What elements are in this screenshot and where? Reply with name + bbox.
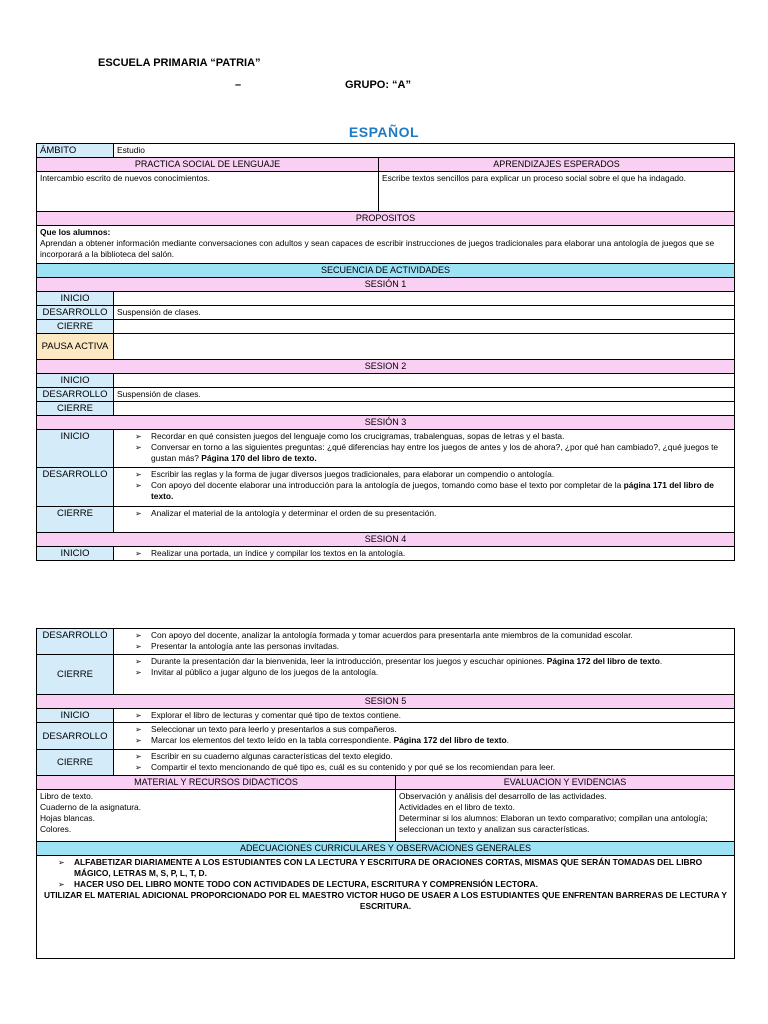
list-item — [117, 667, 731, 678]
sesion4-inicio-item-1: Realizar una portada, un índice y compilar los textos en la antología. — [151, 548, 406, 558]
sesion3-desarrollo-ref: página 171 del libro de texto. — [151, 480, 714, 501]
sesion3-desarrollo-content — [114, 468, 735, 507]
sesion4-cierre-label: CIERRE — [37, 655, 114, 695]
sesion5-cierre-item-2: Compartir el texto mencionando de qué tipo es, cuál es su contenido y por qué se los recomiendan para leer. — [151, 762, 556, 772]
material-list — [37, 790, 396, 842]
arrow-bullet-icon: ➢ — [135, 725, 142, 734]
sesion5-inicio-content — [114, 709, 735, 723]
sesion2-desarrollo-content: Suspensión de clases. — [114, 388, 735, 402]
lesson-plan-table-page1 — [36, 143, 735, 561]
sesion5-cierre-content — [114, 750, 735, 776]
sesion3-inicio-label: INICIO — [37, 430, 114, 468]
material-item-3: Hojas blancas. — [40, 813, 95, 823]
practica-header: PRACTICA SOCIAL DE LENGUAJE — [37, 158, 379, 172]
list-item — [117, 469, 731, 480]
arrow-bullet-icon: ➢ — [135, 509, 142, 518]
adecuaciones-item-2: HACER USO DEL LIBRO MONTE TODO CON ACTIVIDADES DE LECTURA, ESCRITURA Y COMPRENSIÓN LECTORA. — [74, 879, 538, 889]
list-item — [117, 751, 731, 762]
sesion3-inicio-item-2: Conversar en torno a las siguientes preguntas: ¿qué diferencias hay entre los juegos de antes y los de ahora?, ¿por qué han cambiado?, ¿qué juegos te gustan más? — [151, 442, 719, 463]
subject-title: ESPAÑOL — [348, 124, 420, 140]
arrow-bullet-icon: ➢ — [135, 642, 142, 651]
lesson-plan-table-page2 — [36, 628, 735, 959]
sesion3-desarrollo-item-1: Escribir las reglas y la forma de jugar diversos juegos tradicionales, para elaborar un compendio o antología. — [151, 469, 555, 479]
list-item — [40, 857, 731, 879]
list-item — [117, 442, 731, 464]
secuencia-header: SECUENCIA DE ACTIVIDADES — [37, 264, 735, 278]
sesion3-cierre-item-1: Analizar el material de la antología y determinar el orden de su presentación. — [151, 508, 437, 518]
arrow-bullet-icon: ➢ — [135, 711, 142, 720]
arrow-bullet-icon: ➢ — [135, 432, 142, 441]
sesion1-pausa-content — [114, 334, 735, 360]
material-item-2: Cuaderno de la asignatura. — [40, 802, 142, 812]
evaluacion-header: EVALUACION Y EVIDENCIAS — [396, 776, 735, 790]
sesion2-inicio-label: INICIO — [37, 374, 114, 388]
sesion5-inicio-item-1: Explorar el libro de lecturas y comentar qué tipo de textos contiene. — [151, 710, 401, 720]
adecuaciones-item-1: ALFABETIZAR DIARIAMENTE A LOS ESTUDIANTES CON LA LECTURA Y ESCRITURA DE ORACIONES CORTAS, MISMAS QUE SERÁN TOMADAS DEL LIBRO MÁGICO, LETRAS M, S, P, L, T, D. — [74, 857, 703, 878]
evaluacion-list — [396, 790, 735, 842]
sesion4-title: SESION 4 — [37, 533, 735, 547]
sesion3-title: SESIÓN 3 — [37, 416, 735, 430]
aprendizajes-header: APRENDIZAJES ESPERADOS — [379, 158, 735, 172]
sesion1-inicio-content — [114, 292, 735, 306]
arrow-bullet-icon: ➢ — [135, 763, 142, 772]
arrow-bullet-icon: ➢ — [58, 880, 65, 889]
evaluacion-item-1: Observación y análisis del desarrollo de las actividades. — [399, 791, 607, 801]
list-item: ➢ Durante la presentación dar la bienvenida, leer la introducción, presentar los juegos y escuchar opiniones. Página 172 del libro de texto. — [135, 656, 663, 666]
sesion5-cierre-label: CIERRE — [37, 750, 114, 776]
sesion5-desarrollo-item-2: Marcar los elementos del texto leído en la tabla correspondiente. — [151, 735, 392, 745]
list-item — [117, 508, 731, 519]
list-item — [117, 710, 731, 721]
list-item: ➢ Marcar los elementos del texto leído en la tabla correspondiente. Página 172 del libro de texto. — [135, 735, 509, 745]
list-item — [117, 724, 731, 735]
list-item — [117, 641, 731, 652]
sesion2-cierre-label: CIERRE — [37, 402, 114, 416]
sesion3-inicio-content — [114, 430, 735, 468]
arrow-bullet-icon: ➢ — [135, 549, 142, 558]
material-item-1: Libro de texto. — [40, 791, 94, 801]
sesion5-desarrollo-label: DESARROLLO — [37, 723, 114, 750]
arrow-bullet-icon: ➢ — [135, 631, 142, 640]
arrow-bullet-icon: ➢ — [135, 736, 142, 745]
material-item-4: Colores. — [40, 824, 72, 834]
list-item — [117, 548, 731, 559]
sesion4-cierre-item-2: Invitar al público a jugar alguno de los juegos de la antología. — [151, 667, 379, 677]
adecuaciones-note: UTILIZAR EL MATERIAL ADICIONAL PROPORCIONADO POR EL MAESTRO VICTOR HUGO DE USAER A LOS ESTUDIANTES QUE ENFRENTAN BARRERAS DE LECTURA Y ESCRITURA. — [44, 890, 727, 911]
sesion3-cierre-label: CIERRE — [37, 507, 114, 533]
sesion5-desarrollo-ref: Página 172 del libro de texto — [393, 735, 507, 745]
sesion3-desarrollo-item-2: Con apoyo del docente elaborar una introducción para la antología de juegos, tomando como base el texto por completar de la — [151, 480, 622, 490]
arrow-bullet-icon: ➢ — [135, 752, 142, 761]
sesion4-cierre-item-1: Durante la presentación dar la bienvenida, leer la introducción, presentar los juegos y escuchar opiniones. — [151, 656, 545, 666]
evaluacion-item-3: Determinar si los alumnos: Elaboran un texto comparativo; compilan una antología; seleccionan un texto y analizan sus características. — [399, 813, 708, 834]
school-name: ESCUELA PRIMARIA “PATRIA” — [98, 57, 261, 69]
sesion4-inicio-content — [114, 547, 735, 561]
sesion1-inicio-label: INICIO — [37, 292, 114, 306]
arrow-bullet-icon: ➢ — [135, 443, 142, 452]
arrow-bullet-icon: ➢ — [135, 668, 142, 677]
sesion5-inicio-label: INICIO — [37, 709, 114, 723]
sesion2-cierre-content — [114, 402, 735, 416]
sesion1-title: SESIÓN 1 — [37, 278, 735, 292]
material-header: MATERIAL Y RECURSOS DIDACTICOS — [37, 776, 396, 790]
list-item — [40, 879, 731, 890]
list-item — [117, 480, 731, 502]
sesion1-pausa-label: PAUSA ACTIVA — [37, 334, 114, 360]
sesion1-desarrollo-content: Suspensión de clases. — [114, 306, 735, 320]
sesion1-desarrollo-label: DESARROLLO — [37, 306, 114, 320]
sesion4-desarrollo-item-1: Con apoyo del docente, analizar la antología formada y tomar acuerdos para presentarla ante miembros de la comunidad escolar. — [151, 630, 633, 640]
arrow-bullet-icon: ➢ — [135, 657, 142, 666]
propositos-cell — [37, 226, 735, 264]
sesion4-inicio-label: INICIO — [37, 547, 114, 561]
arrow-bullet-icon: ➢ — [58, 858, 65, 867]
sesion4-cierre-content — [114, 655, 735, 695]
ambito-value: Estudio — [114, 144, 735, 158]
list-item — [117, 431, 731, 442]
practica-value: Intercambio escrito de nuevos conocimientos. — [37, 172, 379, 212]
sesion3-cierre-content — [114, 507, 735, 533]
sesion1-cierre-content — [114, 320, 735, 334]
sesion4-desarrollo-content — [114, 629, 735, 655]
sesion2-title: SESION 2 — [37, 360, 735, 374]
sesion3-inicio-item-1: Recordar en qué consisten juegos del lenguaje como los crucigramas, trabalenguas, sopas de letras y el basta. — [151, 431, 565, 441]
list-item — [117, 630, 731, 641]
sesion5-desarrollo-content — [114, 723, 735, 750]
sesion4-desarrollo-item-2: Presentar la antología ante las personas invitadas. — [151, 641, 340, 651]
list-item — [117, 762, 731, 773]
adecuaciones-header: ADECUACIONES CURRICULARES Y OBSERVACIONES GENERALES — [37, 842, 735, 856]
sesion5-cierre-item-1: Escribir en su cuaderno algunas características del texto elegido. — [151, 751, 393, 761]
sesion1-cierre-label: CIERRE — [37, 320, 114, 334]
ambito-label: ÁMBITO — [37, 144, 114, 158]
sesion5-desarrollo-item-1: Seleccionar un texto para leerlo y presentarlos a sus compañeros. — [151, 724, 397, 734]
sesion5-title: SESION 5 — [37, 695, 735, 709]
arrow-bullet-icon: ➢ — [135, 481, 142, 490]
sesion4-cierre-ref: Página 172 del libro de texto — [546, 656, 660, 666]
propositos-header: PROPOSITOS — [37, 212, 735, 226]
sesion2-desarrollo-label: DESARROLLO — [37, 388, 114, 402]
sesion3-desarrollo-label: DESARROLLO — [37, 468, 114, 507]
propositos-intro: Que los alumnos: — [40, 227, 111, 237]
sesion3-inicio-ref: Página 170 del libro de texto. — [201, 453, 317, 463]
adecuaciones-content — [37, 856, 735, 959]
evaluacion-item-2: Actividades en el libro de texto. — [399, 802, 515, 812]
arrow-bullet-icon: ➢ — [135, 470, 142, 479]
propositos-text: Aprendan a obtener información mediante conversaciones con adultos y sean capaces de escribir instrucciones de juegos tradicionales para elaborar una antología de juegos que se incorporará a la biblioteca del salón. — [40, 238, 715, 259]
header-dash: – — [235, 79, 242, 91]
group-label: GRUPO: “A” — [345, 79, 411, 91]
aprendizajes-value: Escribe textos sencillos para explicar un proceso social sobre el que ha indagado. — [379, 172, 735, 212]
sesion4-desarrollo-label: DESARROLLO — [37, 629, 114, 655]
sesion2-inicio-content — [114, 374, 735, 388]
